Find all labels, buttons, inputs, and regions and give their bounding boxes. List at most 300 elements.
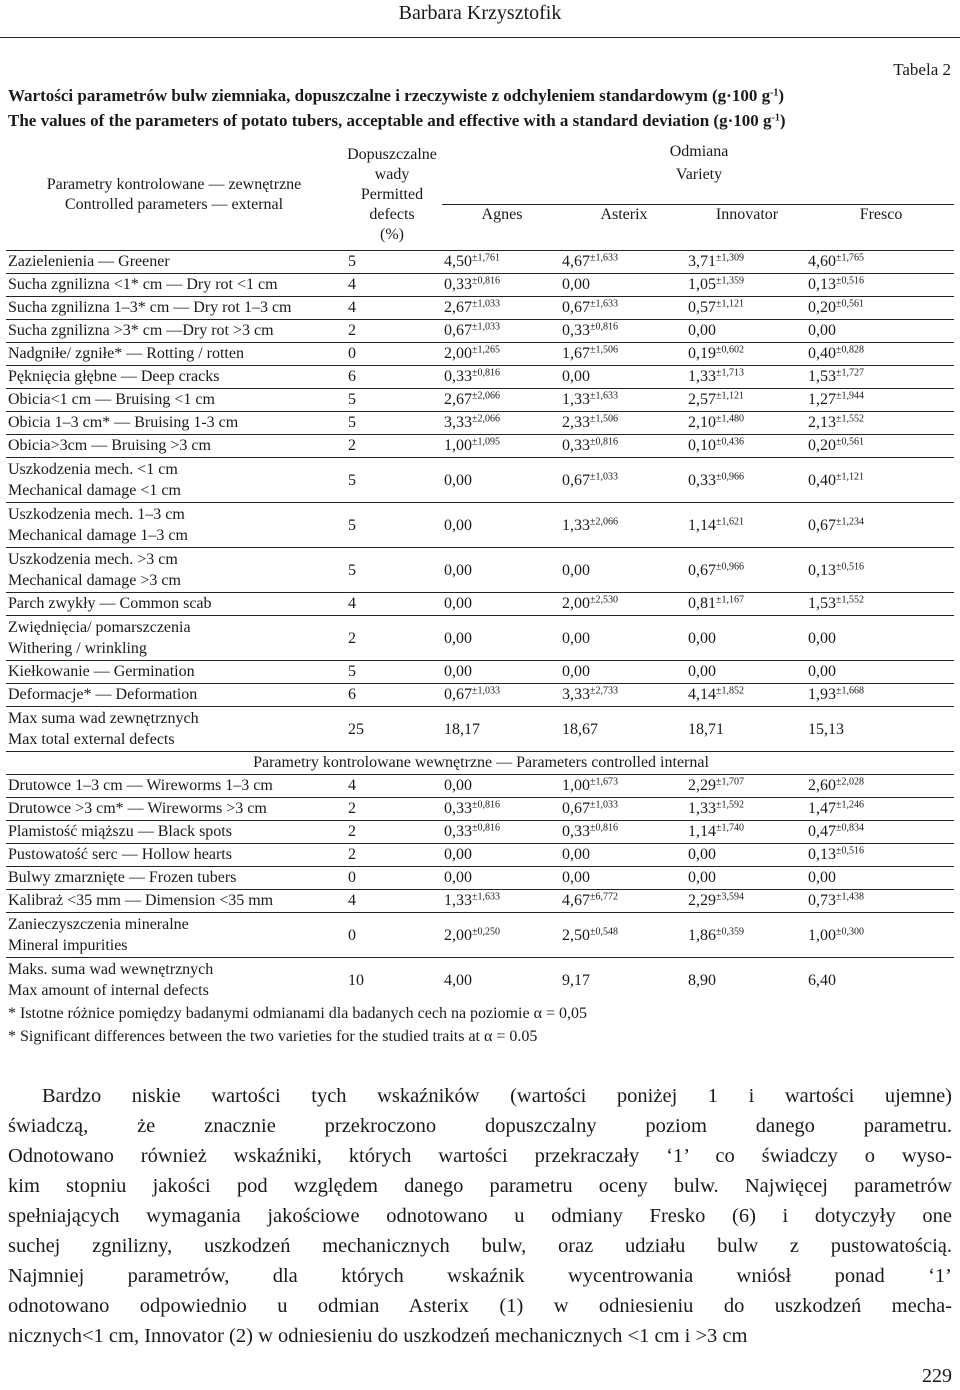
cell-value: 0,00	[688, 629, 716, 647]
row-parameter	[6, 958, 340, 1003]
cell-value: 0,00	[444, 561, 472, 579]
row-parameter-line-en: Mechanical damage <1 cm	[8, 482, 181, 499]
cell-fresco	[806, 684, 954, 707]
cell-asterix	[560, 684, 686, 707]
cell-sd: ±1,265	[472, 344, 500, 356]
cell-value: 0,19	[688, 345, 716, 362]
paragraph-line: suchej zgnilizny, uszkodzeń mechanicznych bulw, oraz udziału bulw z pustowatością.	[8, 1235, 952, 1257]
cell-asterix	[560, 548, 686, 593]
cell-value: 2,29	[688, 777, 716, 794]
row-parameter-line: Nadgniłe/ zgniłe* — Rotting / rotten	[8, 345, 244, 362]
row-parameter	[6, 366, 340, 389]
row-parameter-line: Drutowce 1–3 cm — Wireworms 1–3 cm	[8, 777, 273, 794]
row-parameter-line: Kalibraż <35 mm — Dimension <35 mm	[8, 892, 274, 909]
row-parameter-line: Deformacje* — Deformation	[8, 686, 198, 703]
cell-asterix	[560, 661, 686, 684]
table-row	[6, 251, 954, 274]
row-parameter-line: Uszkodzenia mech. 1–3 cm	[8, 506, 185, 523]
cell-sd: ±1,121	[836, 471, 864, 482]
cell-sd: ±0,966	[716, 471, 744, 482]
row-permitted-defect: 2	[340, 435, 442, 458]
row-parameter-line: Max suma wad zewnętrznych	[8, 710, 199, 727]
cell-value: 0,47	[808, 823, 836, 840]
cell-value: 0,00	[444, 595, 472, 612]
cell-value: 4,50	[444, 253, 472, 270]
cell-value: 0,00	[444, 777, 472, 794]
header-rule	[0, 37, 960, 38]
cell-sd: ±0,516	[836, 561, 864, 572]
cell-fresco	[806, 320, 954, 343]
cell-sd: ±1,246	[836, 799, 864, 811]
row-parameter	[6, 775, 340, 798]
cell-sd: ±1,121	[716, 298, 744, 310]
cell-innovator	[686, 503, 806, 548]
cell-asterix	[560, 844, 686, 867]
cell-value: 0,00	[688, 663, 716, 680]
cell-fresco	[806, 593, 954, 616]
cell-innovator	[686, 661, 806, 684]
table-row	[6, 798, 954, 821]
cell-agnes	[442, 297, 560, 320]
table-row	[6, 389, 954, 412]
cell-value: 1,33	[444, 892, 472, 909]
page-number: 229	[922, 1365, 952, 1387]
cell-asterix	[560, 890, 686, 913]
cell-value: 3,71	[688, 253, 716, 270]
cell-value: 1,47	[808, 800, 836, 817]
row-parameter-line: Parch zwykły — Common scab	[8, 595, 212, 612]
cell-value: 0,73	[808, 892, 836, 909]
row-parameter	[6, 684, 340, 707]
cell-sd: ±1,033	[472, 298, 500, 310]
cell-value: 15,13	[808, 720, 844, 738]
cell-innovator	[686, 548, 806, 593]
row-parameter	[6, 913, 340, 958]
cell-fresco	[806, 435, 954, 458]
header-variety-asterix: Asterix	[560, 205, 686, 251]
row-parameter-line: Obicia 1–3 cm* — Bruising 1-3 cm	[8, 414, 239, 431]
cell-sd: ±1,668	[836, 685, 864, 697]
table-row	[6, 548, 954, 593]
cell-value: 0,10	[688, 437, 716, 454]
cell-sd: ±0,816	[472, 799, 500, 811]
caption-en	[8, 111, 786, 131]
cell-sd: ±0,548	[590, 926, 618, 937]
header-defects-pl2: wady	[374, 166, 410, 183]
cell-agnes	[442, 343, 560, 366]
cell-asterix	[560, 274, 686, 297]
cell-fresco	[806, 707, 954, 752]
cell-innovator	[686, 458, 806, 503]
cell-fresco	[806, 251, 954, 274]
paragraph-line: nicznych<1 cm, Innovator (2) w odniesieniu do uszkodzeń mechanicznych <1 cm i >3 cm	[8, 1325, 748, 1347]
table-row	[6, 958, 954, 1003]
cell-sd: ±0,436	[716, 436, 744, 448]
cell-value: 1,33	[562, 391, 590, 408]
table-row	[6, 821, 954, 844]
row-permitted-defect: 10	[348, 971, 364, 989]
footnote-en: * Significant differences between the two varieties for the studied traits at α = 0.05	[8, 1028, 538, 1045]
cell-sd: ±1,592	[716, 799, 744, 811]
row-permitted-defect: 6	[340, 684, 442, 707]
cell-sd: ±2,530	[590, 594, 618, 606]
cell-sd: ±1,740	[716, 822, 744, 834]
row-parameter-line: Uszkodzenia mech. <1 cm	[8, 461, 178, 478]
table-row	[6, 684, 954, 707]
cell-value: 0,00	[444, 471, 472, 489]
table-row	[6, 320, 954, 343]
table-row	[6, 297, 954, 320]
cell-sd: ±1,033	[590, 799, 618, 811]
cell-value: 0,13	[808, 561, 836, 579]
cell-value: 0,00	[688, 869, 716, 886]
cell-sd: ±2,066	[590, 516, 618, 527]
cell-value: 0,00	[562, 869, 590, 886]
table-row	[6, 844, 954, 867]
cell-innovator	[686, 389, 806, 412]
cell-value: 0,00	[562, 629, 590, 647]
cell-sd: ±2,066	[472, 390, 500, 402]
cell-value: 1,67	[562, 345, 590, 362]
cell-value: 0,00	[444, 846, 472, 863]
row-parameter	[6, 297, 340, 320]
row-parameter-line: Obicia>3cm — Bruising >3 cm	[8, 437, 211, 454]
cell-sd: ±0,966	[716, 561, 744, 572]
cell-agnes	[442, 548, 560, 593]
cell-value: 2,60	[808, 777, 836, 794]
cell-asterix	[560, 821, 686, 844]
cell-sd: ±1,234	[836, 516, 864, 527]
cell-sd: ±1,633	[590, 252, 618, 264]
row-parameter-line: Zanieczyszczenia mineralne	[8, 916, 189, 933]
row-parameter	[6, 274, 340, 297]
row-permitted-defect: 4	[340, 274, 442, 297]
cell-innovator	[686, 320, 806, 343]
row-parameter	[6, 661, 340, 684]
cell-value: 3,33	[562, 686, 590, 703]
cell-value: 0,33	[444, 823, 472, 840]
caption-pl	[8, 86, 784, 106]
cell-fresco	[806, 366, 954, 389]
cell-innovator	[686, 913, 806, 958]
footnote-pl: * Istotne różnice pomiędzy badanymi odmianami dla badanych cech na poziomie α = 0,05	[8, 1005, 587, 1022]
row-permitted-defect: 5	[340, 503, 442, 548]
cell-value: 0,67	[562, 299, 590, 316]
header-param-en: Controlled parameters — external	[64, 196, 284, 213]
cell-sd: ±1,765	[836, 252, 864, 264]
cell-sd: ±0,250	[472, 926, 500, 937]
cell-value: 0,00	[808, 629, 836, 647]
cell-innovator	[686, 412, 806, 435]
cell-value: 1,86	[688, 926, 716, 944]
cell-sd: ±0,300	[836, 926, 864, 937]
row-permitted-defect: 0	[340, 343, 442, 366]
row-parameter-line: Sucha zgnilizna 1–3* cm — Dry rot 1–3 cm	[8, 299, 292, 316]
row-parameter-line: Zwiędnięcia/ pomarszczenia	[8, 619, 191, 636]
cell-value: 0,00	[808, 869, 836, 886]
cell-sd: ±1,727	[836, 367, 864, 379]
cell-fresco	[806, 821, 954, 844]
row-parameter	[6, 389, 340, 412]
cell-sd: ±1,552	[836, 413, 864, 425]
row-parameter	[6, 251, 340, 274]
data-table	[6, 140, 954, 1002]
header-variety-pl: Odmiana	[669, 143, 729, 160]
cell-asterix	[560, 798, 686, 821]
cell-agnes	[442, 867, 560, 890]
paragraph-line: świadczą, że znacznie przekroczono dopuszczalny poziom danego parametru.	[8, 1115, 952, 1137]
cell-innovator	[686, 684, 806, 707]
header-row-1	[6, 140, 954, 205]
table-row	[6, 593, 954, 616]
row-parameter-line-en: Withering / wrinkling	[8, 640, 147, 657]
cell-value: 0,33	[562, 823, 590, 840]
cell-sd: ±2,028	[836, 776, 864, 788]
cell-agnes	[442, 366, 560, 389]
cell-value: 0,13	[808, 276, 836, 293]
cell-asterix	[560, 366, 686, 389]
cell-asterix	[560, 775, 686, 798]
cell-agnes	[442, 684, 560, 707]
row-parameter	[6, 593, 340, 616]
cell-innovator	[686, 958, 806, 1003]
row-permitted-defect: 5	[340, 412, 442, 435]
cell-sd: ±1,761	[472, 252, 500, 264]
cell-value: 18,71	[688, 720, 724, 738]
internal-section-header: Parametry kontrolowane wewnętrzne — Parameters controlled internal	[6, 752, 954, 775]
table-row	[6, 890, 954, 913]
cell-value: 1,14	[688, 516, 716, 534]
cell-sd: ±1,621	[716, 516, 744, 527]
cell-sd: ±2,733	[590, 685, 618, 697]
cell-innovator	[686, 798, 806, 821]
cell-value: 1,93	[808, 686, 836, 703]
cell-value: 1,14	[688, 823, 716, 840]
row-parameter-line: Obicia<1 cm — Bruising <1 cm	[8, 391, 215, 408]
cell-innovator	[686, 616, 806, 661]
cell-value: 0,67	[444, 686, 472, 703]
cell-agnes	[442, 958, 560, 1003]
cell-asterix	[560, 343, 686, 366]
cell-fresco	[806, 661, 954, 684]
row-parameter	[6, 320, 340, 343]
table-row	[6, 274, 954, 297]
cell-sd: ±1,707	[716, 776, 744, 788]
table-row	[6, 366, 954, 389]
cell-sd: ±0,516	[836, 845, 864, 857]
cell-value: 1,53	[808, 595, 836, 612]
cell-fresco	[806, 503, 954, 548]
cell-value: 1,00	[444, 437, 472, 454]
row-permitted-defect: 2	[340, 821, 442, 844]
cell-agnes	[442, 798, 560, 821]
body-paragraph	[8, 1081, 952, 1351]
cell-value: 0,00	[444, 629, 472, 647]
header-variety-innovator: Innovator	[686, 205, 806, 251]
header-param-pl: Parametry kontrolowane — zewnętrzne	[46, 176, 302, 193]
cell-sd: ±0,834	[836, 822, 864, 834]
cell-sd: ±1,713	[716, 367, 744, 379]
cell-sd: ±0,561	[836, 298, 864, 310]
cell-value: 0,13	[808, 846, 836, 863]
row-parameter-line-en: Max amount of internal defects	[8, 982, 209, 999]
cell-sd: ±1,438	[836, 891, 864, 903]
table-row	[6, 913, 954, 958]
cell-sd: ±1,121	[716, 390, 744, 402]
caption-pl-close: )	[778, 86, 785, 105]
cell-sd: ±1,633	[590, 390, 618, 402]
cell-fresco	[806, 844, 954, 867]
cell-value: 2,10	[688, 414, 716, 431]
header-variety-agnes: Agnes	[442, 205, 560, 251]
header-defects-en1: Permitted	[360, 186, 424, 203]
cell-value: 2,67	[444, 299, 472, 316]
cell-value: 8,90	[688, 971, 716, 989]
row-permitted-defect: 4	[340, 593, 442, 616]
cell-innovator	[686, 821, 806, 844]
cell-fresco	[806, 343, 954, 366]
cell-value: 4,60	[808, 253, 836, 270]
row-permitted-defect: 4	[340, 297, 442, 320]
cell-value: 0,00	[444, 663, 472, 680]
cell-agnes	[442, 661, 560, 684]
cell-value: 0,00	[808, 663, 836, 680]
paragraph-line: kim stopniu jakości pod względem danego parametru oceny bulw. Najwięcej parametrów	[8, 1175, 952, 1197]
cell-value: 0,00	[688, 846, 716, 863]
row-parameter-line: Sucha zgnilizna >3* cm —Dry rot >3 cm	[8, 322, 274, 339]
cell-agnes	[442, 274, 560, 297]
cell-innovator	[686, 844, 806, 867]
cell-value: 1,05	[688, 276, 716, 293]
cell-sd: ±1,480	[716, 413, 744, 425]
cell-asterix	[560, 958, 686, 1003]
row-parameter	[6, 412, 340, 435]
cell-sd: ±0,828	[836, 344, 864, 356]
cell-value: 0,67	[688, 561, 716, 579]
cell-fresco	[806, 274, 954, 297]
cell-agnes	[442, 913, 560, 958]
row-permitted-defect: 2	[340, 798, 442, 821]
cell-value: 2,13	[808, 414, 836, 431]
cell-value: 0,33	[562, 437, 590, 454]
cell-sd: ±1,033	[590, 471, 618, 482]
row-parameter	[6, 890, 340, 913]
cell-value: 0,33	[444, 276, 472, 293]
cell-value: 4,67	[562, 892, 590, 909]
cell-sd: ±1,852	[716, 685, 744, 697]
cell-value: 1,33	[688, 368, 716, 385]
cell-sd: ±1,506	[590, 344, 618, 356]
cell-innovator	[686, 274, 806, 297]
cell-fresco	[806, 458, 954, 503]
cell-value: 1,27	[808, 391, 836, 408]
row-parameter-line: Bulwy zmarznięte — Frozen tubers	[8, 869, 237, 886]
cell-sd: ±3,594	[716, 891, 744, 903]
cell-value: 0,33	[562, 322, 590, 339]
cell-asterix	[560, 707, 686, 752]
cell-value: 0,20	[808, 437, 836, 454]
cell-sd: ±0,816	[590, 822, 618, 834]
cell-value: 2,00	[444, 926, 472, 944]
cell-fresco	[806, 297, 954, 320]
cell-sd: ±1,633	[590, 298, 618, 310]
cell-sd: ±1,359	[716, 275, 744, 287]
cell-value: 0,00	[562, 368, 590, 385]
row-parameter-line: Sucha zgnilizna <1* cm — Dry rot <1 cm	[8, 276, 278, 293]
cell-sd: ±2,066	[472, 413, 500, 425]
cell-agnes	[442, 435, 560, 458]
row-parameter-line-en: Mechanical damage 1–3 cm	[8, 527, 188, 544]
cell-value: 4,00	[444, 971, 472, 989]
row-parameter	[6, 821, 340, 844]
caption-en-text: The values of the parameters of potato tubers, acceptable and effective with a standard deviation (g·100 g	[8, 111, 772, 130]
cell-asterix	[560, 913, 686, 958]
table-row	[6, 775, 954, 798]
row-parameter	[6, 707, 340, 752]
row-parameter-line-en: Mineral impurities	[8, 937, 128, 954]
cell-innovator	[686, 775, 806, 798]
cell-value: 0,33	[688, 471, 716, 489]
row-parameter-line: Zazielenienia — Greener	[8, 253, 170, 270]
row-permitted-defect: 2	[340, 320, 442, 343]
internal-section-row	[6, 752, 954, 775]
cell-innovator	[686, 867, 806, 890]
row-permitted-defect: 5	[340, 548, 442, 593]
header-variety-en: Variety	[675, 166, 723, 183]
cell-value: 18,17	[444, 720, 480, 738]
cell-value: 9,17	[562, 971, 590, 989]
cell-agnes	[442, 251, 560, 274]
cell-sd: ±1,033	[472, 685, 500, 697]
cell-fresco	[806, 890, 954, 913]
cell-fresco	[806, 548, 954, 593]
caption-en-exp: -1	[771, 112, 780, 124]
cell-value: 4,14	[688, 686, 716, 703]
cell-sd: ±1,633	[472, 891, 500, 903]
row-parameter-line: Plamistość miąższu — Black spots	[8, 823, 232, 840]
cell-sd: ±0,359	[716, 926, 744, 937]
cell-agnes	[442, 458, 560, 503]
row-permitted-defect: 5	[340, 661, 442, 684]
row-permitted-defect: 2	[340, 616, 442, 661]
row-permitted-defect: 4	[340, 775, 442, 798]
row-permitted-defect: 0	[340, 867, 442, 890]
table-row	[6, 661, 954, 684]
cell-value: 0,67	[562, 471, 590, 489]
table-row	[6, 343, 954, 366]
header-defects-cell	[340, 140, 442, 251]
cell-innovator	[686, 707, 806, 752]
header-variety-fresco: Fresco	[806, 205, 954, 251]
row-permitted-defect: 5	[340, 458, 442, 503]
cell-sd: ±1,673	[590, 776, 618, 788]
cell-value: 0,00	[562, 276, 590, 293]
cell-sd: ±1,167	[716, 594, 744, 606]
cell-agnes	[442, 775, 560, 798]
cell-sd: ±1,506	[590, 413, 618, 425]
row-parameter	[6, 503, 340, 548]
cell-asterix	[560, 435, 686, 458]
row-permitted-defect: 6	[340, 366, 442, 389]
paragraph-line: Odnotowano również wskaźniki, których wartości przekraczały ‘1’ co świadczy o wyso-	[8, 1145, 952, 1167]
cell-sd: ±0,816	[472, 367, 500, 379]
row-parameter	[6, 548, 340, 593]
cell-asterix	[560, 503, 686, 548]
cell-value: 1,00	[808, 926, 836, 944]
row-parameter	[6, 616, 340, 661]
cell-value: 0,00	[688, 322, 716, 339]
running-head-author: Barbara Krzysztofik	[398, 2, 562, 24]
